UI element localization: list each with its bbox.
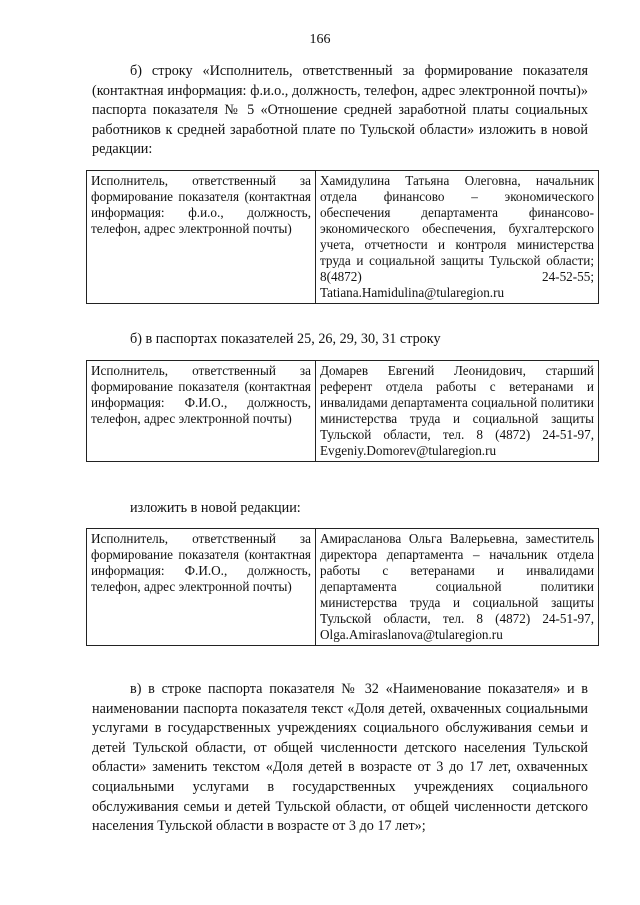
- cell-value: Хамидулина Татьяна Олеговна, начальник отдела финансово – экономического обеспечения департамента финансово-экономического обеспечения, бухгалтерского учета, отчетности и контроля министерства труда и социальной защиты Тульской области; 8(4872) 24-52-55; Tatiana.Hamidulina@tularegion.ru: [316, 171, 599, 304]
- page-number: 166: [309, 32, 331, 47]
- cell-label: Исполнитель, ответственный за формирование показателя (контактная информация: Ф.И.О., должность, телефон, адрес электронной почты): [87, 529, 316, 646]
- cell-label: Исполнитель, ответственный за формирование показателя (контактная информация: Ф.И.О., должность, телефон, адрес электронной почты): [87, 361, 316, 462]
- table-executor-2: [86, 360, 599, 462]
- cell-label: Исполнитель, ответственный за формирование показателя (контактная информация: ф.и.о., должность, телефон, адрес электронной почты): [87, 171, 316, 304]
- paragraph-b1: б) строку «Исполнитель, ответственный за формирование показателя (контактная информация: ф.и.о., должность, телефон, адрес электронной почты)» паспорта показателя № 5 «Отношение средней заработной платы социальных работников к средней заработной плате по Тульской области» изложить в новой редакции:: [92, 63, 588, 158]
- table-row: [87, 361, 599, 462]
- cell-value: Домарев Евгений Леонидович, старший референт отдела работы с ветеранами и инвалидами департамента социальной политики министерства труда и социальной защиты Тульской области, тел. 8 (4872) 24-51-97, Evgeniy.Domorev@tularegion.ru: [316, 361, 599, 462]
- table-row: [87, 171, 599, 304]
- table-executor-3: [86, 528, 599, 646]
- table-executor-1: [86, 170, 599, 304]
- table-row: [87, 529, 599, 646]
- cell-value: Амирасланова Ольга Валерьевна, заместитель директора департамента – начальник отдела работы с ветеранами и инвалидами департамента социальной политики министерства труда и социальной защиты Тульской области, тел. 8 (4872) 24-51-97, Olga.Amiraslanova@tularegion.ru: [316, 529, 599, 646]
- paragraph-edit: изложить в новой редакции:: [130, 500, 301, 516]
- paragraph-v: в) в строке паспорта показателя № 32 «Наименование показателя» и в наименовании паспорта показателя текст «Доля детей, охваченных социальными услугами в государственных учреждениях социального обслуживания семьи и детей Тульской области, от общей численности детского населения Тульской области» заменить текстом «Доля детей в возрасте от 3 до 17 лет, охваченных социальными услугами в государственных учреждениях социального обслуживания семьи и детей Тульской области, от общей численности детского населения Тульской области в возрасте от 3 до 17 лет»;: [92, 681, 588, 835]
- paragraph-b2: б) в паспортах показателей 25, 26, 29, 30, 31 строку: [130, 331, 441, 347]
